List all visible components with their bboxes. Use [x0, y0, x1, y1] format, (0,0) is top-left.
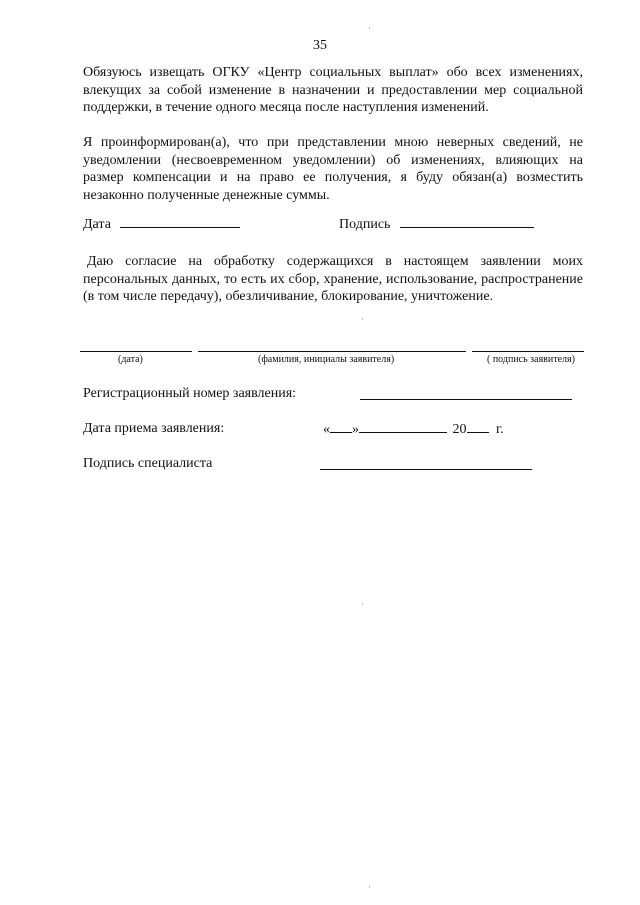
receipt-date-field[interactable]	[323, 421, 504, 438]
consent-paragraph: Даю согласие на обработку содержащихся в настоящем заявлении моих персональных данных, то есть их сбор, хранение, использование, распространение (в том числе передачу), обезличивание, блокирование, уничтожение.	[83, 254, 583, 304]
date-field[interactable]	[83, 216, 240, 233]
name-caption: (фамилия, инициалы заявителя)	[258, 354, 395, 365]
receipt-date-close-quote: »	[352, 422, 359, 437]
date-label: Дата	[83, 217, 111, 232]
signature-line[interactable]	[400, 216, 534, 228]
page-number: 35	[313, 38, 327, 53]
specialist-signature-label: Подпись специалиста	[83, 456, 213, 471]
consent-signature-line[interactable]	[472, 351, 584, 352]
scan-speck	[362, 603, 363, 605]
date-caption: (дата)	[118, 354, 143, 365]
scan-speck	[369, 27, 370, 29]
receipt-day-line[interactable]	[330, 421, 352, 433]
receipt-month-line[interactable]	[359, 421, 447, 433]
date-line[interactable]	[120, 216, 240, 228]
receipt-date-label: Дата приема заявления:	[83, 421, 225, 436]
registration-number-label: Регистрационный номер заявления:	[83, 386, 297, 401]
obligation-paragraph: Обязуюсь извещать ОГКУ «Центр социальных выплат» обо всех изменениях, влекущих за собой изменение в назначении и предоставлении мер социальной поддержки, в течение одного месяца после наступления изменений.	[83, 65, 583, 115]
consent-name-line[interactable]	[198, 351, 466, 352]
consent-date-line[interactable]	[80, 351, 192, 352]
scan-speck	[362, 318, 363, 320]
registration-number-line[interactable]	[360, 399, 572, 400]
scan-speck	[369, 886, 370, 888]
signature-field[interactable]	[339, 216, 534, 233]
receipt-year-prefix: 20	[452, 422, 467, 437]
notice-paragraph: Я проинформирован(а), что при представлении мною неверных сведений, не уведомлении (несвоевременном уведомлении) об изменениях, влияющих на размер компенсации и на право ее получения, я буду обязан(а) возместить незаконно полученные денежные суммы.	[83, 135, 583, 203]
signature-caption: ( подпись заявителя)	[487, 354, 575, 365]
receipt-year-line[interactable]	[467, 421, 489, 433]
receipt-year-suffix: г.	[496, 422, 504, 437]
receipt-date-open-quote: «	[323, 422, 330, 437]
signature-label: Подпись	[339, 217, 391, 232]
specialist-signature-line[interactable]	[320, 469, 532, 470]
